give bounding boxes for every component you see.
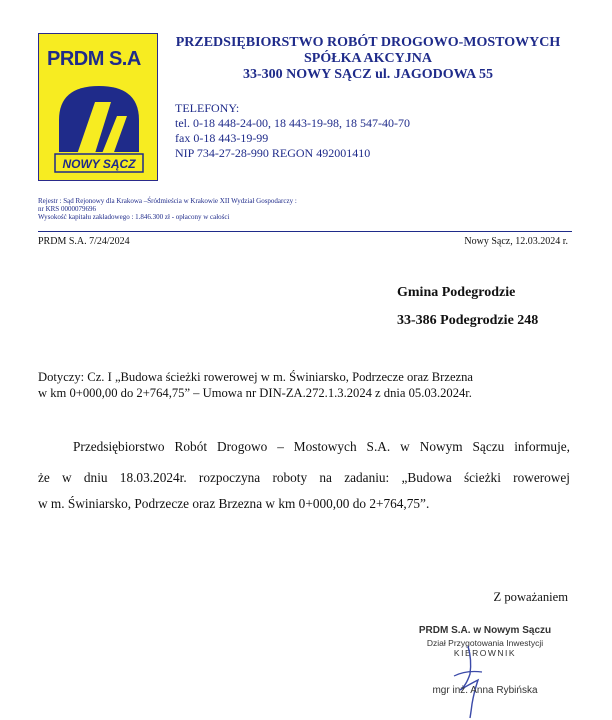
tel-line: tel. 0-18 448-24-00, 18 443-19-98, 18 547-40-70 <box>175 116 410 130</box>
place-date: Nowy Sącz, 12.03.2024 r. <box>464 236 568 247</box>
company-name-line2: SPÓŁKA AKCYJNA <box>304 51 432 66</box>
recipient-name: Gmina Podegrodzie <box>397 285 516 300</box>
closing-greeting: Z poważaniem <box>493 590 568 604</box>
body-line-1: Przedsiębiorstwo Robót Drogowo – Mostowych S.A. w Nowym Sączu informuje, <box>73 439 570 454</box>
body-line-2: że w dniu 18.03.2024r. rozpoczyna roboty na zadaniu: „Budowa ścieżki rowerowej <box>38 470 570 485</box>
header-divider <box>38 231 572 232</box>
stamp-department: Dział Przygotowania Inwestycji <box>426 638 544 648</box>
subject-line-2: w km 0+000,00 do 2+764,75” – Umowa nr DIN-ZA.272.1.3.2024 z dnia 05.03.2024r. <box>38 386 472 400</box>
subject-line-1: Dotyczy: Cz. I „Budowa ścieżki rowerowej w m. Świniarsko, Podrzecze oraz Brzezna <box>38 370 474 384</box>
company-address: 33-300 NOWY SĄCZ ul. JAGODOWA 55 <box>243 67 493 82</box>
fax-line: fax 0-18 443-19-99 <box>175 131 269 145</box>
recipient-address: 33-386 Podegrodzie 248 <box>397 313 539 328</box>
logo-text: PRDM S.A <box>47 48 141 70</box>
logo-caption: NOWY SĄCZ <box>62 157 136 171</box>
stamp-role: KIEROWNIK <box>453 648 517 658</box>
logo-emblem <box>51 80 147 174</box>
nip-regon-line: NIP 734-27-28-990 REGON 492001410 <box>175 146 371 160</box>
stamp-company: PRDM S.A. w Nowym Sączu <box>418 625 552 636</box>
company-name-line1: PRZEDSIĘBIORSTWO ROBÓT DROGOWO-MOSTOWYCH <box>175 35 561 50</box>
signatory-name: mgr inż. Anna Rybińska <box>432 685 538 696</box>
phones-label: TELEFONY: <box>175 101 240 115</box>
body-line-3: w m. Świniarsko, Podrzecze oraz Brzezna w km 0+000,00 do 2+764,75”. <box>38 496 430 511</box>
registry-capital: Wysokość kapitału zakładowego : 1.846.300 zł - opłacony w całości <box>38 213 230 221</box>
registry-court: Rejestr : Sąd Rejonowy dla Krakowa –Śródmieścia w Krakowie XII Wydział Gospodarczy : <box>38 197 297 205</box>
registry-krs: nr KRS 0000079696 <box>38 205 96 213</box>
company-logo <box>38 33 158 181</box>
reference-number: PRDM S.A. 7/24/2024 <box>38 236 130 247</box>
handwritten-signature <box>440 640 500 720</box>
